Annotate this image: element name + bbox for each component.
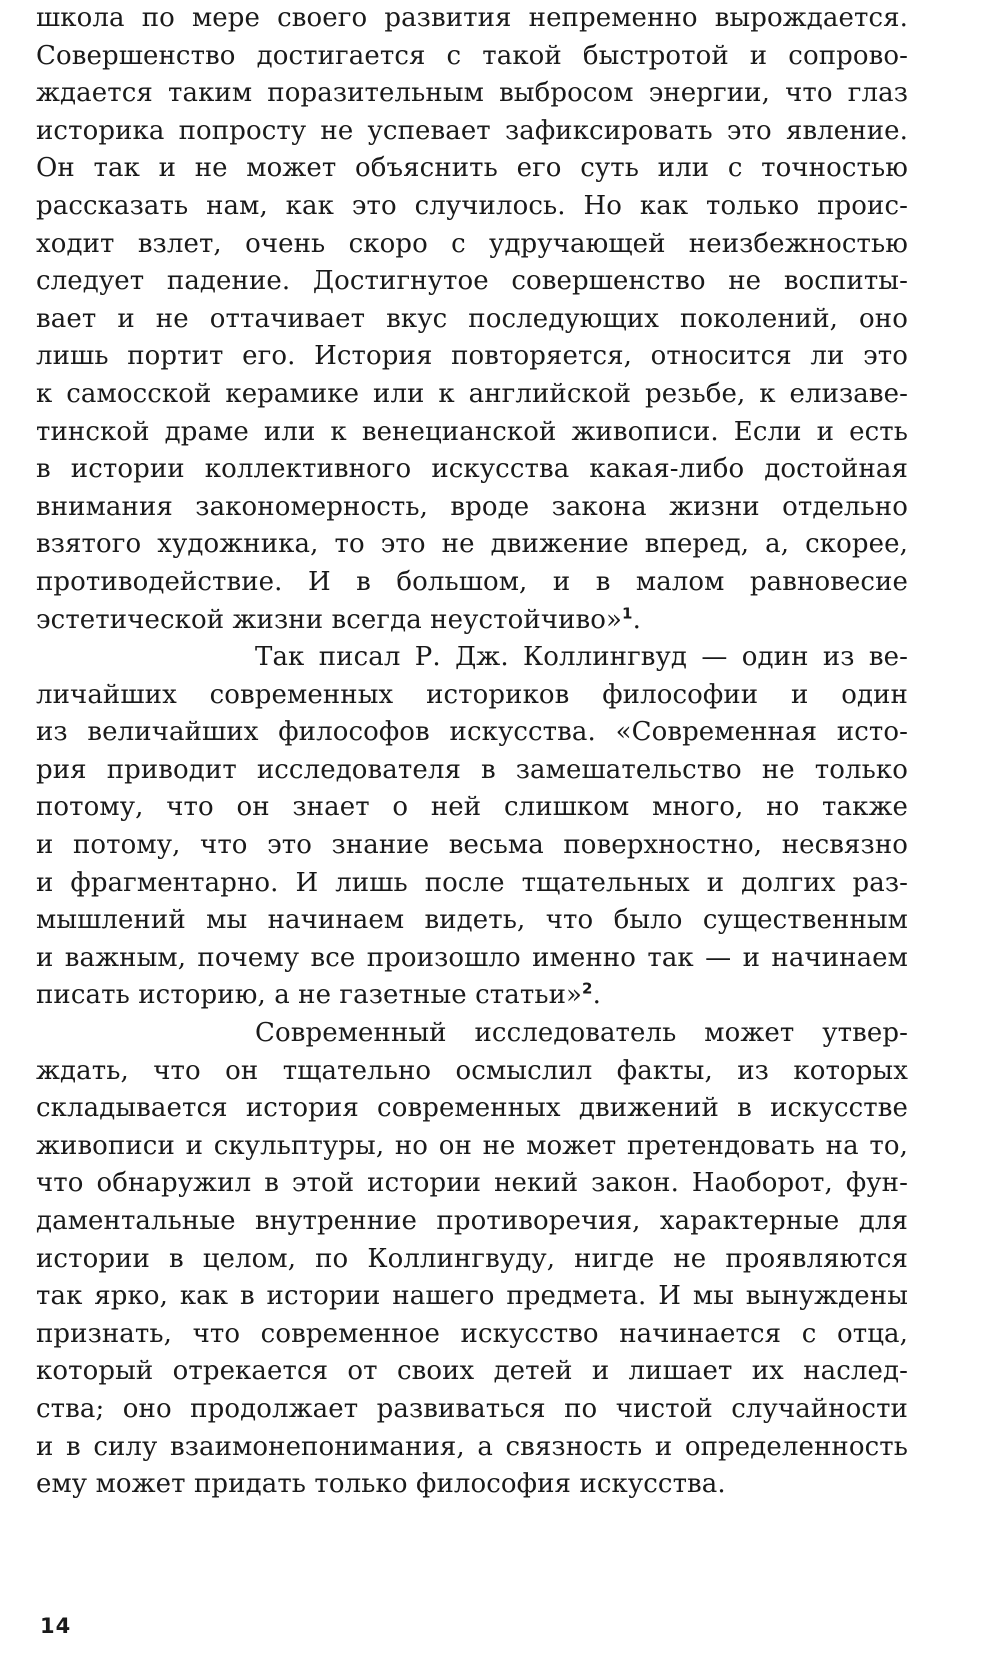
text-line: историка попросту не успевает зафиксировать это явление. <box>36 115 908 146</box>
text-line: тинской драме или к венецианской живописи. Если и есть <box>36 416 908 447</box>
text-line: и потому, что это знание весьма поверхностно, несвязно <box>36 830 908 861</box>
text-line: школа по мере своего развития непременно вырождается. <box>36 3 908 33</box>
text-line: рассказать нам, как это случилось. Но как только проис- <box>36 190 908 221</box>
text-line-content: эстетической жизни всегда неустойчиво» <box>36 604 623 635</box>
page-number: 14 <box>40 1614 72 1638</box>
text-line: к самосской керамике или к английской резьбе, к елизаве- <box>36 378 908 409</box>
text-line: который отрекается от своих детей и лишает их наслед- <box>36 1356 908 1387</box>
text-line: и фрагментарно. И лишь после тщательных и долгих раз- <box>36 867 908 898</box>
text-line: складывается история современных движений в искусстве <box>36 1093 908 1124</box>
text-line <box>36 602 908 640</box>
book-page <box>36 0 908 1653</box>
text-line <box>36 977 908 1015</box>
text-line: личайших современных историков философии и один <box>36 679 908 710</box>
text-line: внимания закономерность, вроде закона жизни отдельно <box>36 491 908 522</box>
period: . <box>632 604 641 635</box>
text-line: Совершенство достигается с такой быстротой и сопрово- <box>36 40 908 71</box>
text-line: Современный исследователь может утвер- <box>255 1018 908 1049</box>
period: . <box>592 980 601 1011</box>
text-line: ства; оно продолжает развиваться по чистой случайности <box>36 1393 908 1424</box>
text-line: Так писал Р. Дж. Коллингвуд — один из ве- <box>255 642 908 673</box>
text-line: ходит взлет, очень скоро с удручающей неизбежностью <box>36 228 908 259</box>
text-line: взятого художника, то это не движение вперед, а, скорее, <box>36 529 908 560</box>
text-line: потому, что он знает о ней слишком много, но также <box>36 792 908 823</box>
text-line: даментальные внутренние противоречия, характерные для <box>36 1206 908 1236</box>
text-line: и важным, почему все произошло именно так — и начинаем <box>36 942 908 973</box>
text-line: из величайших философов искусства. «Современная исто- <box>36 717 908 748</box>
text-line: рия приводит исследователя в замешательство не только <box>36 754 908 785</box>
text-line: ждается таким поразительным выбросом энергии, что глаз <box>36 78 908 109</box>
body-text <box>36 0 908 1504</box>
text-line: что обнаружил в этой истории некий закон. Наоборот, фун- <box>36 1168 908 1199</box>
text-line: ждать, что он тщательно осмыслил факты, из которых <box>36 1055 908 1086</box>
text-line: следует падение. Достигнутое совершенство не воспиты- <box>36 266 908 297</box>
footnote-marker[interactable]: 1 <box>622 603 633 622</box>
text-line: вает и не оттачивает вкус последующих поколений, оно <box>36 303 908 334</box>
text-line: так ярко, как в истории нашего предмета. И мы вынуждены <box>36 1281 908 1312</box>
text-line: в истории коллективного искусства какая-либо достойная <box>36 454 908 485</box>
text-line: истории в целом, по Коллингвуду, нигде не проявляются <box>36 1243 908 1274</box>
text-line: живописи и скульптуры, но он не может претендовать на то, <box>36 1130 908 1161</box>
text-line: Он так и не может объяснить его суть или с точностью <box>36 153 908 184</box>
footnote-marker[interactable]: 2 <box>582 979 593 998</box>
text-line-content: писать историю, а не газетные статьи» <box>36 980 583 1011</box>
text-line: ему может придать только философия искусства. <box>36 1469 726 1500</box>
text-line: признать, что современное искусство начинается с отца, <box>36 1318 908 1349</box>
text-line: лишь портит его. История повторяется, относится ли это <box>36 341 908 372</box>
text-line: противодействие. И в большом, и в малом равновесие <box>36 566 908 597</box>
text-line: и в силу взаимонепонимания, а связность и определенность <box>36 1431 908 1462</box>
text-line: мышлений мы начинаем видеть, что было существенным <box>36 905 908 936</box>
